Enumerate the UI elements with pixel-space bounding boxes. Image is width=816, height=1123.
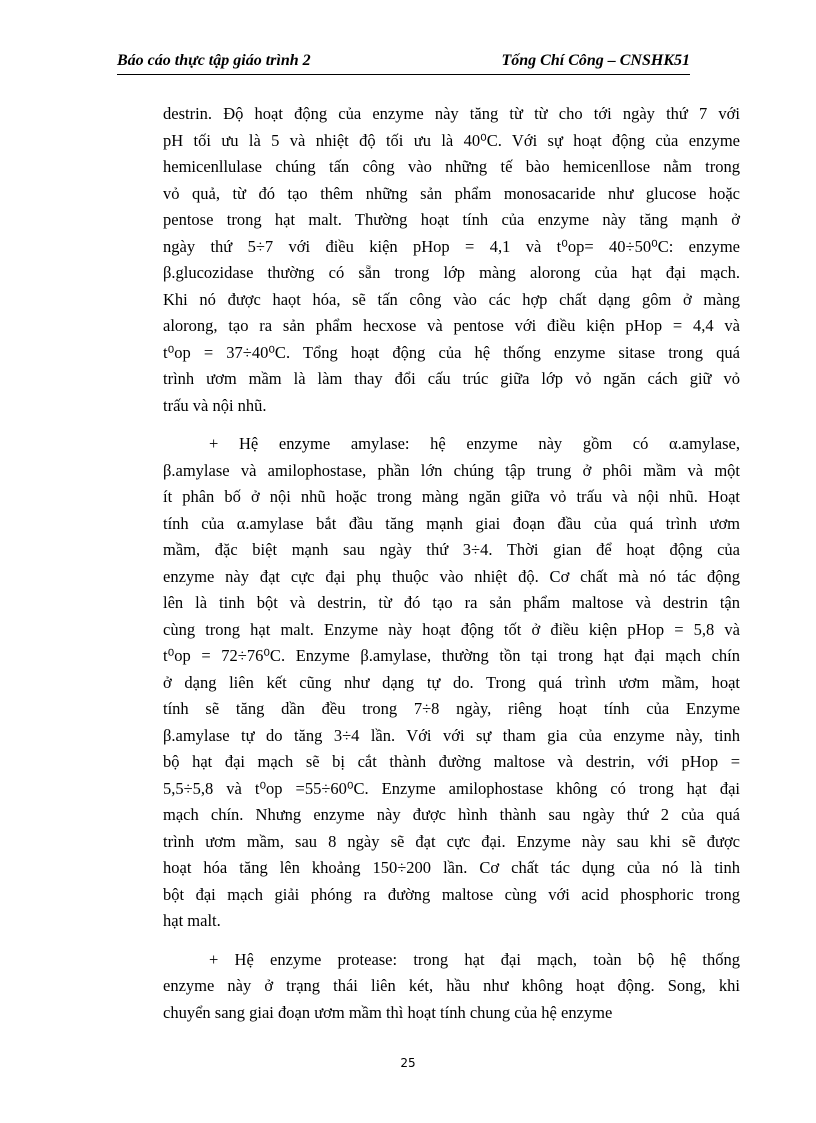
text-line: hạt malt. xyxy=(163,911,221,930)
header-author: Tống Chí Công – CNSHK51 xyxy=(501,52,690,69)
page-number: 25 xyxy=(400,1056,416,1070)
text-line: trấu và nội nhũ. xyxy=(163,395,267,415)
page-header xyxy=(117,52,690,75)
text-line: cùng trong hạt malt. Enzyme này hoạt động tốt ở điều kiện pHop = 5,8 và xyxy=(163,619,740,639)
body-text xyxy=(163,101,740,1038)
text-line: hoạt hóa tăng lên khoảng 150÷200 lần. Cơ chất tác dụng của nó là tinh xyxy=(163,858,740,877)
text-line: ngày thứ 5÷7 với điều kiện pHop = 4,1 và t⁰op= 40÷50⁰C: enzyme xyxy=(163,236,740,256)
text-line: ít phân bố ở nội nhũ hoặc trong màng ngăn giữa vỏ trấu và nội nhũ. Hoạt xyxy=(163,487,740,506)
paragraph-amylase xyxy=(163,431,740,935)
text-line: chuyển sang giai đoạn ươm mầm thì hoạt tính chung của hệ enzyme xyxy=(163,1002,613,1022)
text-line: bộ hạt đại mạch sẽ bị cắt thành đường maltose và destrin, với pHop = xyxy=(163,752,740,771)
text-line: hemicenllulase chúng tấn công vào những tế bào hemicenllose nằm trong xyxy=(163,157,740,176)
text-line: lên là tinh bột và destrin, từ đó tạo ra sản phẩm maltose và destrin tận xyxy=(163,593,740,612)
text-line: bột đại mạch giải phóng ra đường maltose cùng với acid phosphoric trong xyxy=(163,884,740,904)
text-line: alorong, tạo ra sản phẩm hecxose và pentose với điều kiện pHop = 4,4 và xyxy=(163,316,740,335)
text-line: t⁰op = 72÷76⁰C. Enzyme β.amylase, thường tồn tại trong hạt đại mạch chín xyxy=(163,646,740,665)
text-line: tính sẽ tăng dần đều trong 7÷8 ngày, riêng hoạt tính của Enzyme xyxy=(163,699,740,718)
text-line: enzyme này đạt cực đại phụ thuộc vào nhiệt độ. Cơ chất mà nó tác động xyxy=(163,566,740,586)
text-line: β.amylase tự do tăng 3÷4 lần. Với với sự tham gia của enzyme này, tinh xyxy=(163,725,740,745)
paragraph-1 xyxy=(163,101,740,419)
text-line: Khi nó được haọt hóa, sẽ tấn công vào các hợp chất dạng gôm ở màng xyxy=(163,289,740,309)
text-line: vỏ quả, từ đó tạo thêm những sản phẩm monosacaride như glucose hoặc xyxy=(163,183,740,203)
text-line: trình ươm mầm là làm thay đổi cấu trúc giữa lớp vỏ ngăn cách giữ vỏ xyxy=(163,369,740,388)
text-line: pentose trong hạt malt. Thường hoạt tính của enzyme này tăng mạnh ở xyxy=(163,210,740,229)
text-line: 5,5÷5,8 và t⁰op =55÷60⁰C. Enzyme amilophostase không có trong hạt đại xyxy=(163,778,740,798)
text-line: β.amylase và amilophostase, phần lớn chúng tập trung ở phôi mầm và một xyxy=(163,460,740,480)
text-line: destrin. Độ hoạt động của enzyme này tăng từ từ cho tới ngày thứ 7 với xyxy=(163,104,740,123)
text-line: mạch chín. Nhưng enzyme này được hình thành sau ngày thứ 2 của quá xyxy=(163,805,740,824)
text-line: pH tối ưu là 5 và nhiệt độ tối ưu là 40⁰C. Với sự hoạt động của enzyme xyxy=(163,130,740,150)
text-line: mầm, đặc biệt mạnh sau ngày thứ 3÷4. Thời gian để hoạt động của xyxy=(163,540,740,559)
paragraph-protease xyxy=(163,947,740,1027)
text-line: ở dạng liên kết cũng như dạng tự do. Trong quá trình ươm mầm, hoạt xyxy=(163,672,740,692)
text-line: + Hệ enzyme protease: trong hạt đại mạch, toàn bộ hệ thống xyxy=(209,949,740,969)
text-line: t⁰op = 37÷40⁰C. Tổng hoạt động của hệ thống enzyme sitase trong quá xyxy=(163,342,740,362)
header-title: Báo cáo thực tập giáo trình 2 xyxy=(117,52,311,69)
text-line: β.glucozidase thường có sẵn trong lớp màng alorong của hạt đại mạch. xyxy=(163,263,740,282)
text-line: tính của α.amylase bắt đầu tăng mạnh giai đoạn đầu của quá trình ươm xyxy=(163,513,740,533)
text-line: trình ươm mầm, sau 8 ngày sẽ đạt cực đại. Enzyme này sau khi sẽ được xyxy=(163,831,740,851)
text-line: enzyme này ở trạng thái liên két, hầu như không hoạt động. Song, khi xyxy=(163,976,740,995)
text-line: + Hệ enzyme amylase: hệ enzyme này gồm có α.amylase, xyxy=(209,434,740,453)
